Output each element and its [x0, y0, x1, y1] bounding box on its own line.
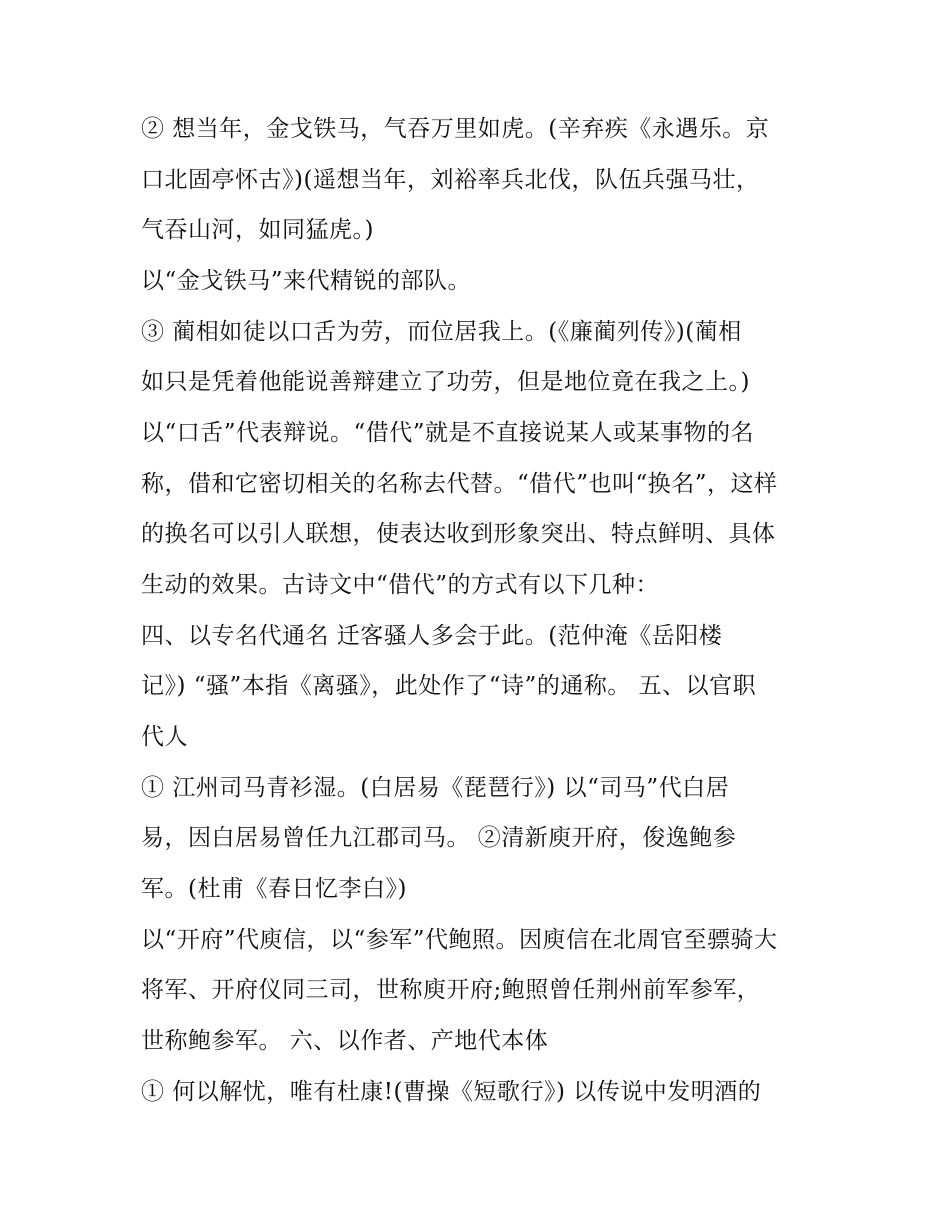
text-line: 军。(杜甫《春日忆李白》) — [141, 876, 407, 902]
text-line: 生动的效果。古诗文中“借代”的方式有以下几种： — [141, 572, 660, 598]
text-line: 以“金戈铁马”来代精锐的部队。 — [141, 268, 472, 294]
text-line: 记》) “骚”本指《离骚》，此处作了“诗”的通称。 五、以官职 — [141, 673, 757, 699]
text-line: 将军、开府仪同三司，世称庾开府;鲍照曾任荆州前军参军， — [141, 977, 761, 1003]
text-line: 以“开府”代庾信，以“参军”代鲍照。因庾信在北周官至骠骑大 — [141, 927, 778, 953]
text-line: ① 何以解忧，唯有杜康!(曹操《短歌行》) 以传说中发明酒的 — [141, 1079, 762, 1105]
text-line: 如只是凭着他能说善辩建立了功劳，但是地位竟在我之上。) — [141, 369, 750, 395]
text-line: 代人 — [141, 724, 188, 750]
text-line: 口北固亭怀古》)(遥想当年，刘裕率兵北伐，队伍兵强马壮， — [141, 167, 760, 193]
text-line: 气吞山河，如同猛虎。) — [141, 217, 374, 243]
text-line: 的换名可以引人联想，使表达收到形象突出、特点鲜明、具体 — [141, 521, 776, 547]
text-line: 易，因白居易曾任九江郡司马。 ②清新庾开府，俊逸鲍参 — [141, 825, 737, 851]
text-line: 世称鲍参军。 六、以作者、产地代本体 — [141, 1028, 549, 1054]
text-line: ③ 蔺相如徒以口舌为劳，而位居我上。(《廉蔺列传》)(蔺相 — [141, 319, 742, 345]
text-line: 四、以专名代通名 迁客骚人多会于此。(范仲淹《岳阳楼 — [141, 623, 723, 649]
text-line: ② 想当年，金戈铁马，气吞万里如虎。(辛弃疾《永遇乐。京 — [141, 116, 770, 142]
text-line: ① 江州司马青衫湿。(白居易《琵琶行》) 以“司马”代白居 — [141, 775, 730, 801]
text-line: 以“口舌”代表辩说。“借代”就是不直接说某人或某事物的名 — [141, 420, 755, 446]
text-line: 称，借和它密切相关的名称去代替。“借代”也叫“换名”，这样 — [141, 471, 778, 497]
